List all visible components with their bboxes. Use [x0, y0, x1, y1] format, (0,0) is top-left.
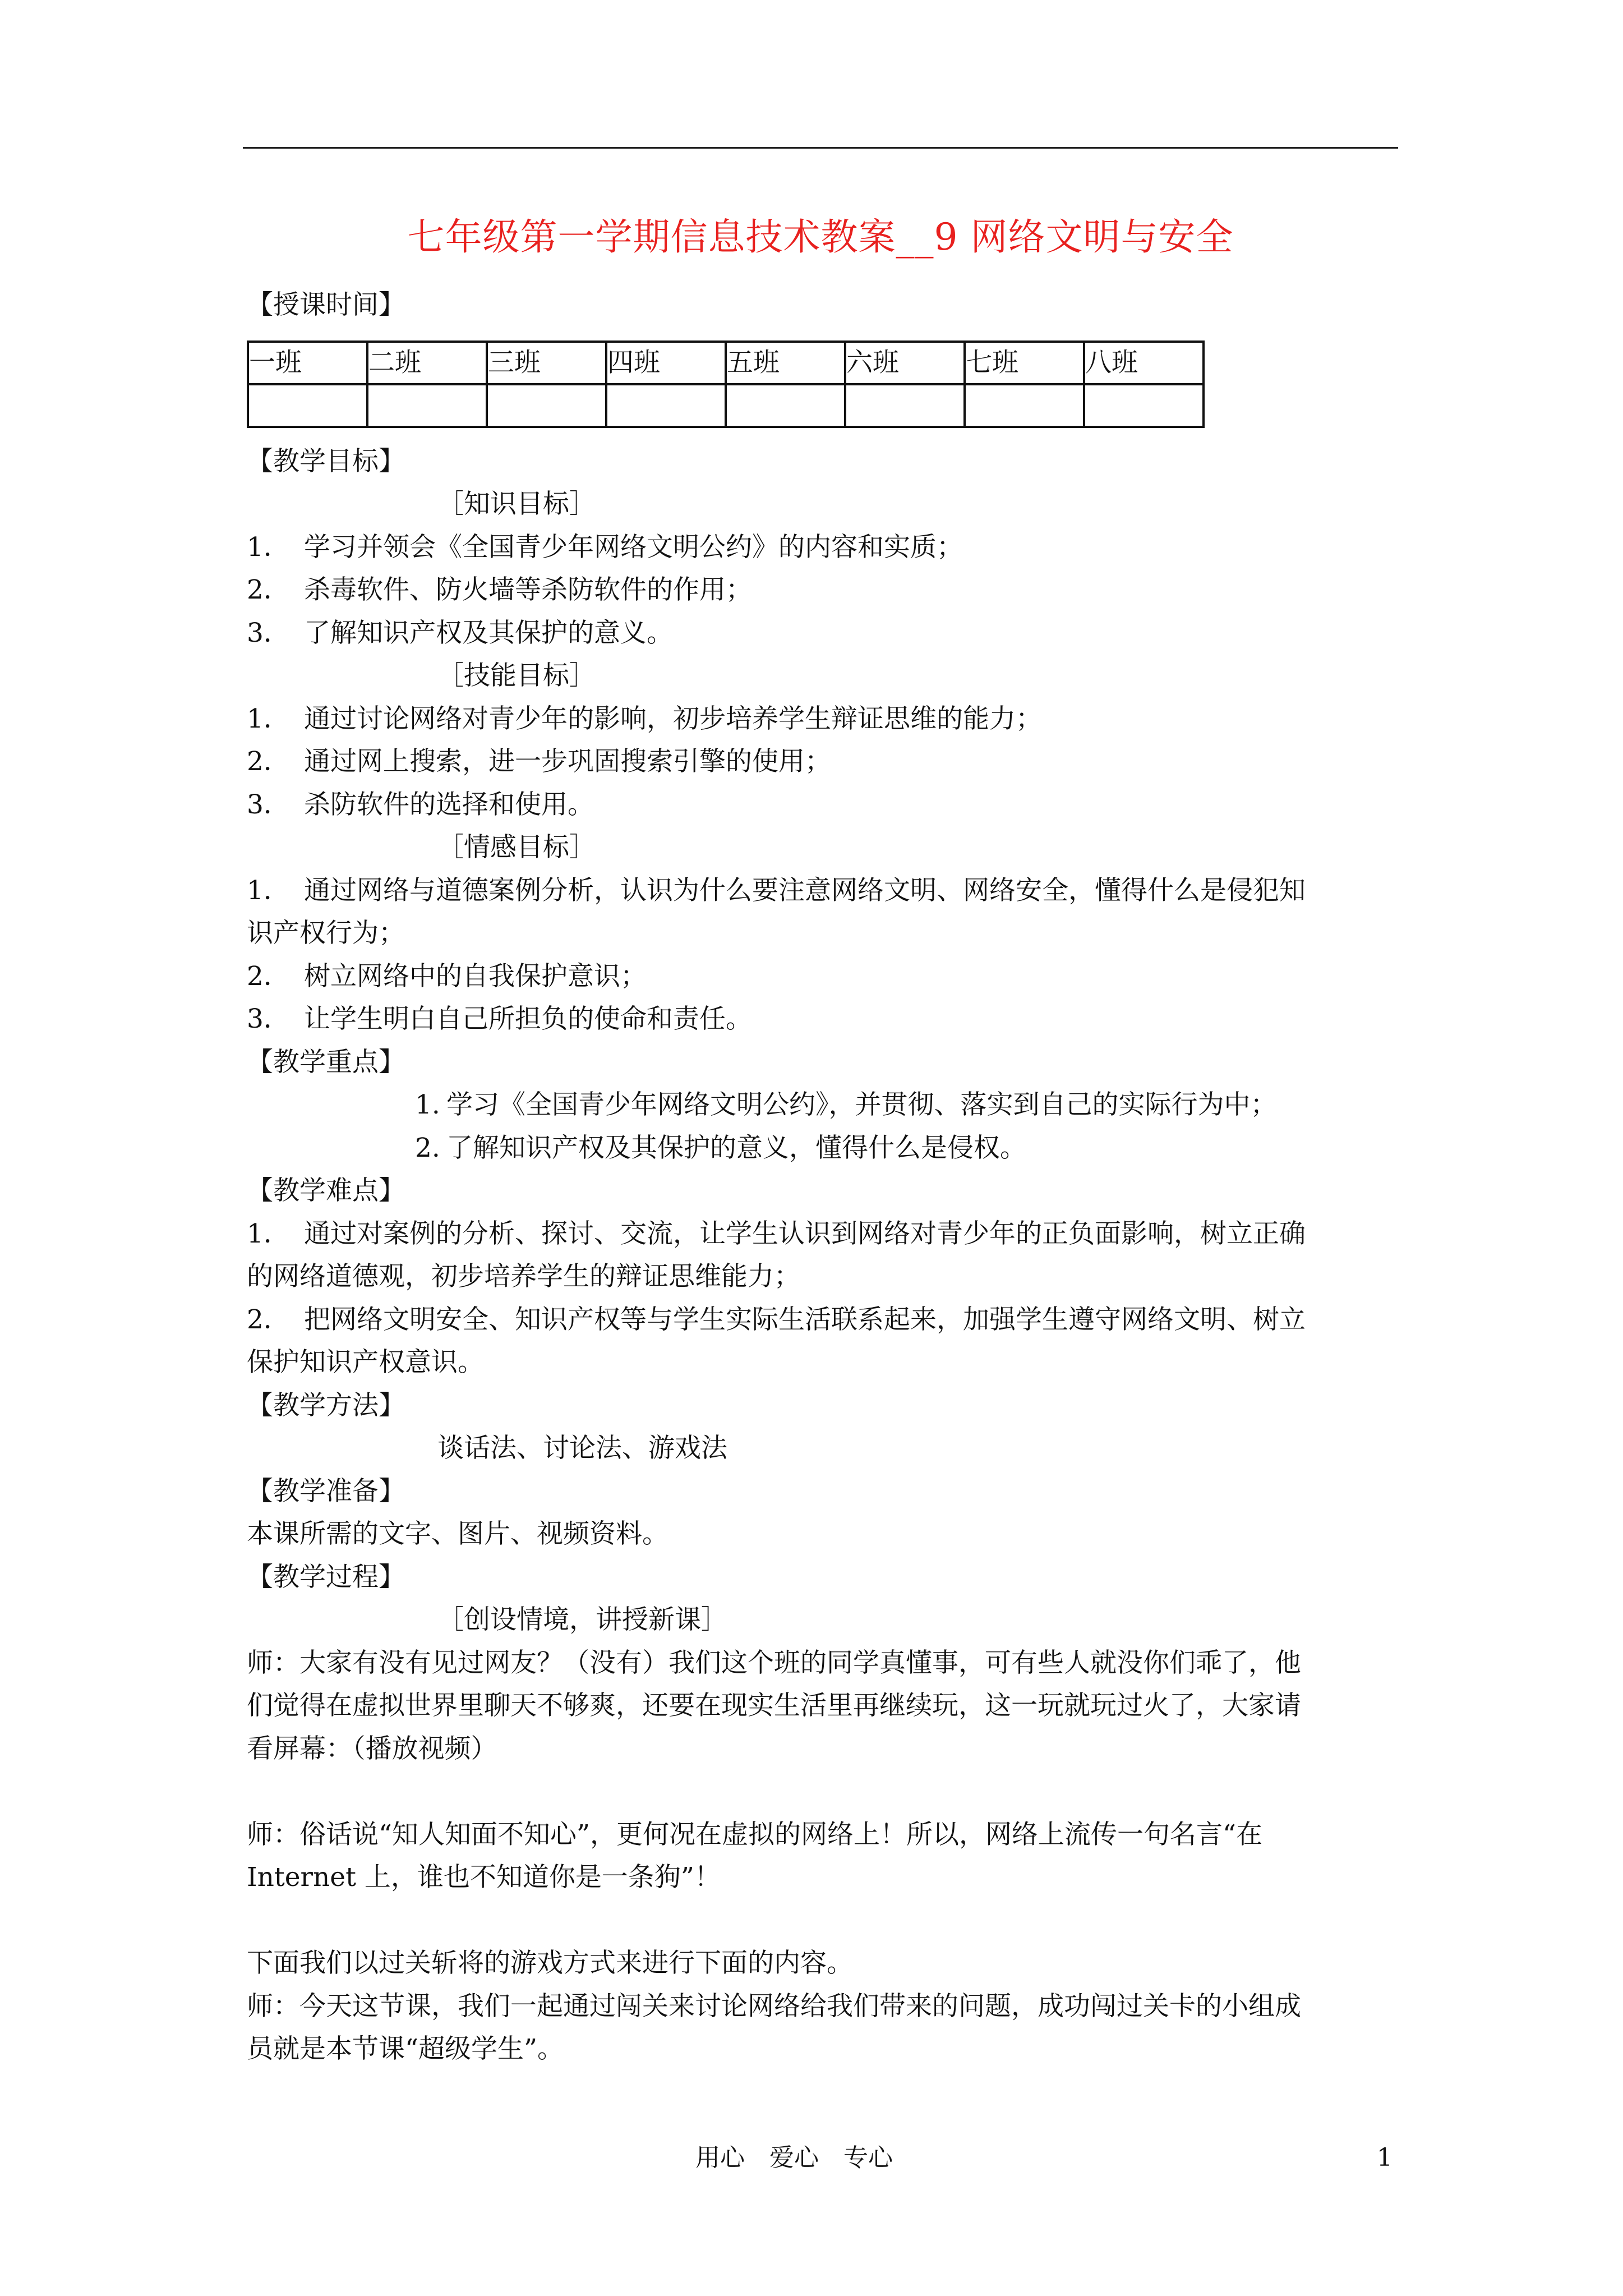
item-text: 学习并领会《全国青少年网络文明公约》的内容和实质； — [304, 531, 963, 563]
table-row — [248, 342, 1204, 384]
table-row — [248, 384, 1204, 427]
process-heading: 【教学过程】 — [247, 1561, 405, 1593]
paragraph-line: 看屏幕：（播放视频） — [247, 1733, 497, 1764]
item-text: 了解知识产权及其保护的意义。 — [304, 617, 673, 648]
header-rule — [243, 147, 1398, 149]
item-number: 1． — [247, 703, 290, 734]
list-item — [247, 955, 1401, 999]
list-item — [247, 784, 1401, 827]
class-cell: 一班 — [248, 342, 367, 384]
method-text: 谈话法、讨论法、游戏法 — [437, 1433, 727, 1464]
list-item — [247, 1213, 1401, 1256]
footer-slogan: 用心 爱心 专心 — [695, 2143, 893, 2172]
empty-cell — [1084, 384, 1204, 427]
paragraph-line: 师：今天这节课，我们一起通过闯关来讨论网络给我们带来的问题，成功闯过关卡的小组成 — [247, 1990, 1301, 2022]
list-item — [247, 698, 1401, 741]
class-cell: 五班 — [726, 342, 845, 384]
list-item-continued: 保护知识产权意识。 — [247, 1347, 484, 1378]
paragraph-line: Internet 上，谁也不知道你是一条狗”！ — [247, 1862, 721, 1893]
list-item — [247, 569, 1401, 612]
empty-cell — [487, 384, 606, 427]
list-item — [247, 869, 1401, 913]
item-text: 让学生明白自己所担负的使命和责任。 — [304, 1004, 752, 1034]
item-number: 3． — [247, 1004, 290, 1034]
class-cell: 七班 — [965, 342, 1084, 384]
item-text: 通过对案例的分析、探讨、交流，让学生认识到网络对青少年的正负面影响，树立正确 — [304, 1218, 1306, 1249]
empty-cell — [367, 384, 487, 427]
method-heading: 【教学方法】 — [247, 1389, 405, 1421]
key-heading: 【教学重点】 — [247, 1046, 405, 1078]
list-item — [247, 740, 1401, 784]
item-number: 2． — [247, 746, 290, 777]
prep-text: 本课所需的文字、图片、视频资料。 — [247, 1519, 668, 1549]
item-number: 1． — [247, 1218, 290, 1249]
class-cell: 八班 — [1084, 342, 1204, 384]
list-item — [247, 1127, 1401, 1170]
page-number: 1 — [1377, 2143, 1393, 2172]
skill-label: ［技能目标］ — [437, 660, 596, 691]
empty-cell — [845, 384, 965, 427]
document-title: 七年级第一学期信息技术教案__9 网络文明与安全 — [407, 215, 1234, 259]
item-text: 学习《全国青少年网络文明公约》，并贯彻、落实到自己的实际行为中； — [446, 1089, 1277, 1120]
goals-heading: 【教学目标】 — [247, 445, 405, 477]
item-text: 把网络文明安全、知识产权等与学生实际生活联系起来，加强学生遵守网络文明、树立 — [304, 1304, 1306, 1335]
time-heading: 【授课时间】 — [247, 289, 405, 320]
item-number: 1． — [247, 875, 290, 906]
item-number: 2． — [247, 574, 290, 605]
item-number: 2． — [247, 960, 290, 992]
class-cell: 三班 — [487, 342, 606, 384]
prep-heading: 【教学准备】 — [247, 1475, 405, 1507]
item-text: 了解知识产权及其保护的意义，懂得什么是侵权。 — [446, 1132, 1026, 1163]
list-item — [247, 612, 1401, 655]
item-text: 通过网络与道德案例分析，认识为什么要注意网络文明、网络安全，懂得什么是侵犯知 — [304, 875, 1306, 906]
document-body — [247, 284, 1401, 2071]
empty-cell — [726, 384, 845, 427]
item-text: 杀毒软件、防火墙等杀防软件的作用； — [304, 574, 752, 605]
item-text: 杀防软件的选择和使用。 — [304, 789, 594, 820]
item-number: 2． — [247, 1304, 290, 1335]
item-number: 1. — [415, 1089, 440, 1120]
difficult-heading: 【教学难点】 — [247, 1175, 405, 1206]
class-cell: 六班 — [845, 342, 965, 384]
paragraph-line: 员就是本节课“超级学生”。 — [247, 2033, 564, 2064]
item-number: 3． — [247, 789, 290, 820]
item-text: 通过讨论网络对青少年的影响，初步培养学生辩证思维的能力； — [304, 703, 1042, 734]
list-item-continued: 识产权行为； — [247, 918, 405, 949]
item-number: 2. — [415, 1132, 440, 1163]
class-cell: 四班 — [606, 342, 726, 384]
item-number: 1． — [247, 531, 290, 563]
list-item-continued: 的网络道德观，初步培养学生的辩证思维能力； — [247, 1261, 800, 1292]
empty-cell — [965, 384, 1084, 427]
paragraph-line: 们觉得在虚拟世界里聊天不够爽，还要在现实生活里再继续玩，这一玩就玩过火了，大家请 — [247, 1690, 1301, 1721]
page-footer — [0, 2138, 1623, 2178]
empty-cell — [248, 384, 367, 427]
blank-line — [247, 1899, 1401, 1943]
class-cell: 二班 — [367, 342, 487, 384]
class-schedule-table — [247, 341, 1205, 428]
list-item — [247, 1299, 1401, 1342]
paragraph-line: 师：大家有没有见过网友？（没有）我们这个班的同学真懂事，可有些人就没你们乖了，他 — [247, 1647, 1301, 1678]
list-item — [247, 1084, 1401, 1127]
blank-line — [247, 1770, 1401, 1814]
list-item — [247, 998, 1401, 1041]
empty-cell — [606, 384, 726, 427]
paragraph-line: 师：俗话说“知人知面不知心”，更何况在虚拟的网络上！所以，网络上流传一句名言“在 — [247, 1819, 1263, 1850]
item-text: 树立网络中的自我保护意识； — [304, 960, 647, 992]
paragraph-line: 下面我们以过关斩将的游戏方式来进行下面的内容。 — [247, 1948, 853, 1978]
process-sub-label: ［创设情境，讲授新课］ — [437, 1604, 727, 1635]
item-text: 通过网上搜索，进一步巩固搜索引擎的使用； — [304, 746, 831, 777]
emotion-label: ［情感目标］ — [437, 832, 596, 863]
list-item — [247, 526, 1401, 569]
knowledge-label: ［知识目标］ — [437, 489, 596, 519]
item-number: 3． — [247, 617, 290, 648]
